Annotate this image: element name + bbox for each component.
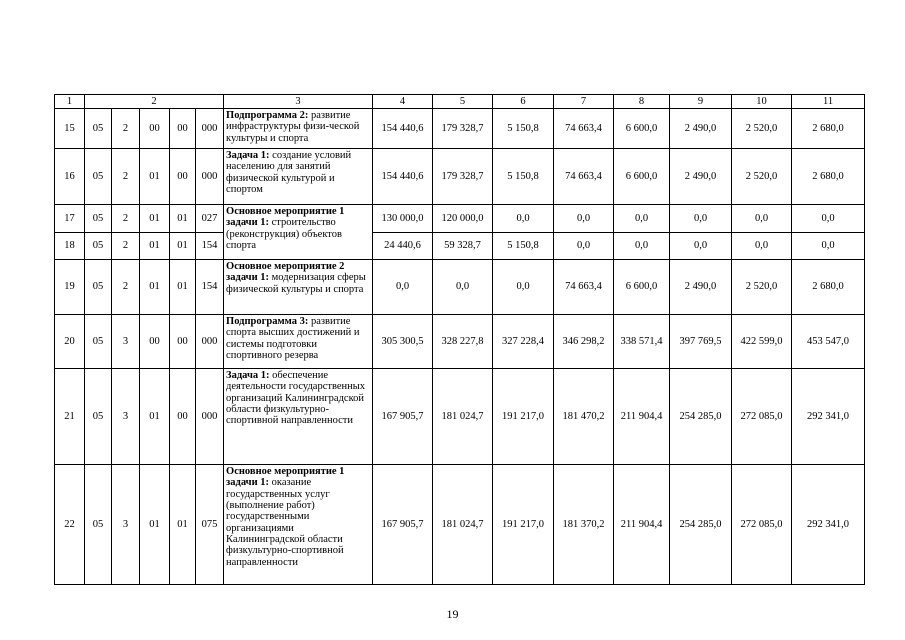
code-cell: 01 — [170, 233, 196, 260]
value-cell: 74 663,4 — [554, 149, 614, 205]
value-cell: 2 680,0 — [792, 149, 865, 205]
code-cell: 00 — [140, 109, 170, 149]
code-cell: 05 — [85, 260, 112, 315]
value-cell: 59 328,7 — [433, 233, 493, 260]
value-cell: 328 227,8 — [433, 315, 493, 369]
value-cell: 2 490,0 — [670, 149, 732, 205]
value-cell: 272 085,0 — [732, 369, 792, 465]
header-cell: 4 — [373, 95, 433, 109]
value-cell: 346 298,2 — [554, 315, 614, 369]
table-row — [55, 260, 865, 315]
value-cell: 272 085,0 — [732, 465, 792, 585]
header-cell: 8 — [614, 95, 670, 109]
value-cell: 305 300,5 — [373, 315, 433, 369]
value-cell: 2 680,0 — [792, 260, 865, 315]
row-number: 21 — [55, 369, 85, 465]
header-cell: 10 — [732, 95, 792, 109]
code-cell: 05 — [85, 205, 112, 233]
code-cell: 2 — [112, 205, 140, 233]
description-heading: Задача 1: — [226, 150, 270, 161]
code-cell: 01 — [140, 465, 170, 585]
value-cell: 74 663,4 — [554, 109, 614, 149]
value-cell: 181 024,7 — [433, 465, 493, 585]
value-cell: 338 571,4 — [614, 315, 670, 369]
header-cell: 7 — [554, 95, 614, 109]
value-cell: 6 600,0 — [614, 149, 670, 205]
code-cell: 01 — [140, 233, 170, 260]
code-cell: 01 — [170, 205, 196, 233]
code-cell: 2 — [112, 149, 140, 205]
value-cell: 2 680,0 — [792, 109, 865, 149]
code-cell: 05 — [85, 233, 112, 260]
value-cell: 0,0 — [732, 205, 792, 233]
description-text: оказание государственных услуг (выполнение работ) государственными организациями Калининградской области физкультурно-спортивной направленности — [226, 477, 344, 568]
code-cell: 2 — [112, 260, 140, 315]
code-cell: 01 — [170, 260, 196, 315]
code-cell: 00 — [140, 315, 170, 369]
code-cell: 154 — [196, 260, 224, 315]
description-text: развитие спорта высших достижений и системы подготовки спортивного резерва — [226, 316, 360, 361]
value-cell: 0,0 — [732, 233, 792, 260]
value-cell: 154 440,6 — [373, 109, 433, 149]
value-cell: 130 000,0 — [373, 205, 433, 233]
description-heading: Основное мероприятие 2 задачи 1: — [226, 261, 345, 284]
description-heading: Основное мероприятие 1 задачи 1: — [226, 466, 345, 489]
value-cell: 191 217,0 — [493, 369, 554, 465]
value-cell: 24 440,6 — [373, 233, 433, 260]
value-cell: 2 520,0 — [732, 149, 792, 205]
value-cell: 254 285,0 — [670, 369, 732, 465]
code-cell: 05 — [85, 315, 112, 369]
code-cell: 05 — [85, 109, 112, 149]
description-heading: Основное мероприятие 1 задачи 1: — [226, 206, 345, 229]
row-number: 22 — [55, 465, 85, 585]
value-cell: 181 470,2 — [554, 369, 614, 465]
code-cell: 3 — [112, 465, 140, 585]
budget-table — [54, 94, 865, 585]
value-cell: 74 663,4 — [554, 260, 614, 315]
code-cell: 000 — [196, 109, 224, 149]
code-cell: 000 — [196, 149, 224, 205]
header-cell: 6 — [493, 95, 554, 109]
row-number: 20 — [55, 315, 85, 369]
value-cell: 2 490,0 — [670, 260, 732, 315]
value-cell: 0,0 — [614, 233, 670, 260]
value-cell: 167 905,7 — [373, 369, 433, 465]
description-text: обеспечение деятельности государственных организаций Калининградской области физкультурно-спортивной направленности — [226, 370, 366, 427]
description-cell — [224, 205, 373, 260]
table-row — [55, 233, 865, 260]
value-cell: 422 599,0 — [732, 315, 792, 369]
code-cell: 00 — [170, 109, 196, 149]
code-cell: 05 — [85, 369, 112, 465]
table-row — [55, 369, 865, 465]
value-cell: 0,0 — [792, 233, 865, 260]
description-cell — [224, 260, 373, 315]
header-cell: 9 — [670, 95, 732, 109]
value-cell: 179 328,7 — [433, 149, 493, 205]
description-cell — [224, 465, 373, 585]
value-cell: 5 150,8 — [493, 233, 554, 260]
description-heading: Подпрограмма 3: — [226, 316, 309, 327]
value-cell: 5 150,8 — [493, 149, 554, 205]
row-number: 19 — [55, 260, 85, 315]
value-cell: 0,0 — [670, 233, 732, 260]
value-cell: 0,0 — [792, 205, 865, 233]
table-row — [55, 205, 865, 233]
code-cell: 01 — [140, 260, 170, 315]
description-text: развитие инфраструктуры физи-ческой культуры и спорта — [226, 110, 360, 144]
description-text: создание условий населению для занятий физической культурой и спортом — [226, 150, 352, 195]
code-cell: 01 — [140, 149, 170, 205]
value-cell: 2 490,0 — [670, 109, 732, 149]
table-header-row — [55, 95, 865, 109]
value-cell: 254 285,0 — [670, 465, 732, 585]
header-cell: 1 — [55, 95, 85, 109]
value-cell: 120 000,0 — [433, 205, 493, 233]
row-number: 15 — [55, 109, 85, 149]
value-cell: 292 341,0 — [792, 369, 865, 465]
description-text: строительство (реконструкция) объектов спорта — [226, 217, 342, 251]
value-cell: 397 769,5 — [670, 315, 732, 369]
value-cell: 0,0 — [614, 205, 670, 233]
value-cell: 0,0 — [433, 260, 493, 315]
value-cell: 2 520,0 — [732, 109, 792, 149]
value-cell: 211 904,4 — [614, 369, 670, 465]
header-cell: 3 — [224, 95, 373, 109]
description-heading: Задача 1: — [226, 370, 270, 381]
code-cell: 05 — [85, 465, 112, 585]
value-cell: 327 228,4 — [493, 315, 554, 369]
code-cell: 01 — [140, 369, 170, 465]
value-cell: 5 150,8 — [493, 109, 554, 149]
code-cell: 3 — [112, 315, 140, 369]
code-cell: 000 — [196, 315, 224, 369]
description-cell — [224, 369, 373, 465]
description-heading: Подпрограмма 2: — [226, 110, 309, 121]
code-cell: 01 — [170, 465, 196, 585]
value-cell: 6 600,0 — [614, 109, 670, 149]
header-cell: 11 — [792, 95, 865, 109]
table-row — [55, 109, 865, 149]
code-cell: 2 — [112, 233, 140, 260]
description-cell — [224, 109, 373, 149]
value-cell: 211 904,4 — [614, 465, 670, 585]
value-cell: 181 370,2 — [554, 465, 614, 585]
code-cell: 027 — [196, 205, 224, 233]
description-cell — [224, 149, 373, 205]
header-cell: 5 — [433, 95, 493, 109]
row-number: 16 — [55, 149, 85, 205]
value-cell: 6 600,0 — [614, 260, 670, 315]
value-cell: 2 520,0 — [732, 260, 792, 315]
code-cell: 00 — [170, 149, 196, 205]
code-cell: 05 — [85, 149, 112, 205]
value-cell: 0,0 — [554, 233, 614, 260]
value-cell: 0,0 — [493, 260, 554, 315]
description-text: модернизация сферы физической культуры и спорта — [226, 272, 366, 295]
code-cell: 2 — [112, 109, 140, 149]
row-number: 18 — [55, 233, 85, 260]
value-cell: 453 547,0 — [792, 315, 865, 369]
header-cell: 2 — [85, 95, 224, 109]
table-row — [55, 149, 865, 205]
value-cell: 292 341,0 — [792, 465, 865, 585]
value-cell: 0,0 — [493, 205, 554, 233]
table-row — [55, 465, 865, 585]
description-cell — [224, 315, 373, 369]
code-cell: 01 — [140, 205, 170, 233]
code-cell: 154 — [196, 233, 224, 260]
value-cell: 179 328,7 — [433, 109, 493, 149]
code-cell: 000 — [196, 369, 224, 465]
code-cell: 00 — [170, 315, 196, 369]
page-number: 19 — [446, 607, 459, 621]
value-cell: 0,0 — [373, 260, 433, 315]
value-cell: 154 440,6 — [373, 149, 433, 205]
code-cell: 00 — [170, 369, 196, 465]
value-cell: 167 905,7 — [373, 465, 433, 585]
table-row — [55, 315, 865, 369]
value-cell: 181 024,7 — [433, 369, 493, 465]
value-cell: 0,0 — [670, 205, 732, 233]
value-cell: 0,0 — [554, 205, 614, 233]
code-cell: 3 — [112, 369, 140, 465]
code-cell: 075 — [196, 465, 224, 585]
row-number: 17 — [55, 205, 85, 233]
value-cell: 191 217,0 — [493, 465, 554, 585]
